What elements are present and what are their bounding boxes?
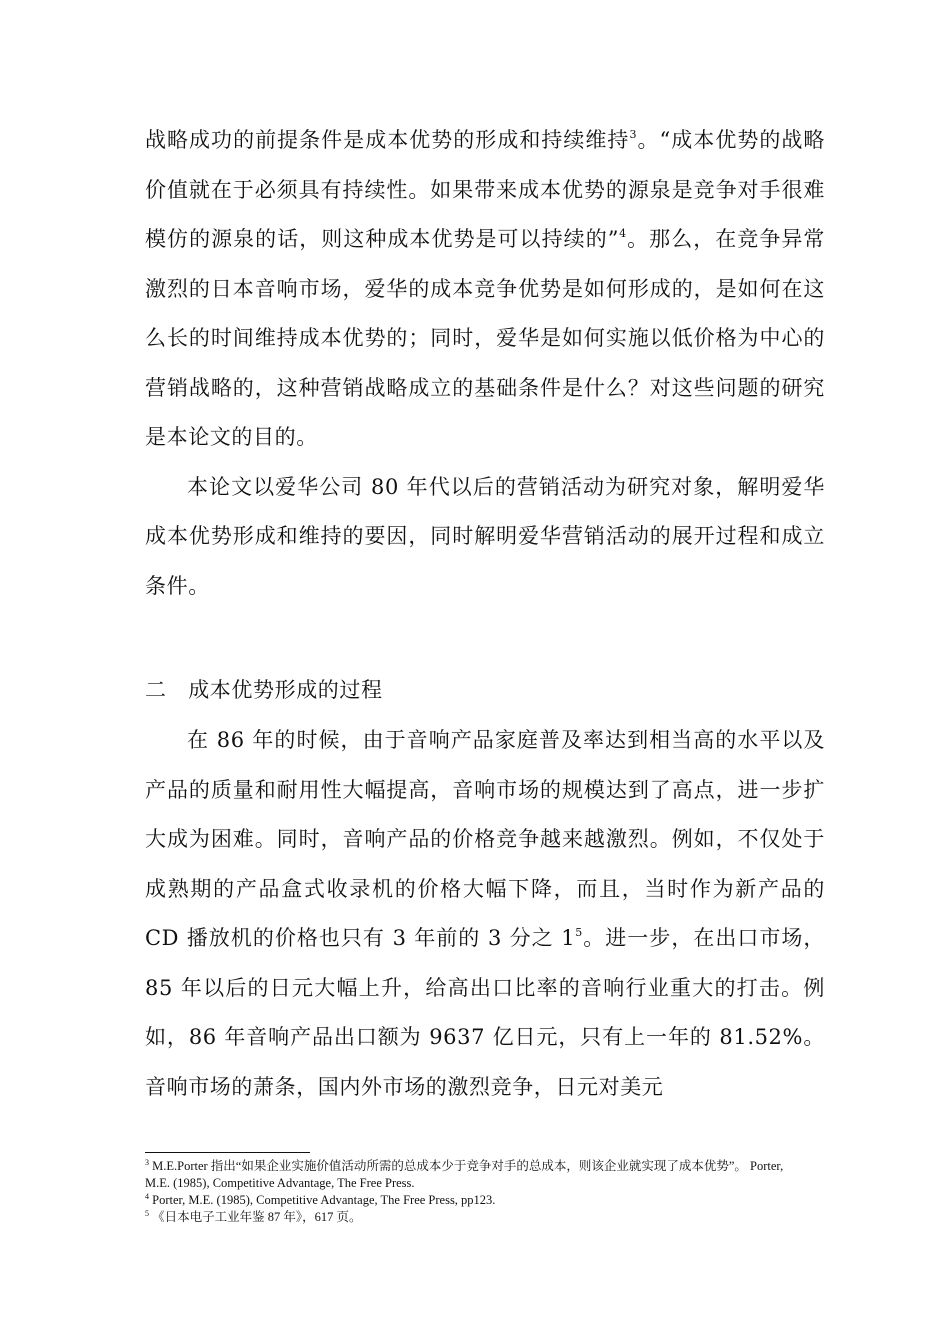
footnote-mark: 3 <box>145 1158 149 1167</box>
paragraph-1-text-c: 。那么，在竞争异常激烈的日本音响市场，爱华的成本竞争优势是如何形成的，是如何在这么长的时间维持成本优势的；同时，爱华是如何实施以低价格为中心的营销战略的，这种营销战略成立的基础条件是什么？对这些问题的研究是本论文的目的。 <box>145 227 826 449</box>
footnotes <box>145 1158 805 1226</box>
paragraph-3 <box>145 716 825 1112</box>
footnote-5 <box>145 1209 805 1226</box>
footnote-ref-4[interactable]: 4 <box>619 227 627 240</box>
footnote-ref-5[interactable]: 5 <box>575 926 583 939</box>
section-heading: 二 成本优势形成的过程 <box>145 678 383 702</box>
paragraph-3-text-a: 在 86 年的时候，由于音响产品家庭普及率达到相当高的水平以及产品的质量和耐用性大幅提高，音响市场的规模达到了高点，进一步扩大成为困难。同时，音响产品的价格竞争越来越激烈。例如，不仅处于成熟期的产品盒式收录机的价格大幅下降，而且，当时作为新产品的 CD 播放机的价格也只有 3 年前的 3 分之 1 <box>145 728 825 950</box>
paragraph-1-text-b: 。“成本优势的战略价值就在于必须具有持续性。如果带来成本优势的源泉是竞争对手很难模仿的源泉的话，则这种成本优势是可以持续的” <box>145 128 826 251</box>
footnote-text: 《日本电子工业年鉴 87 年》，617 页。 <box>152 1210 362 1224</box>
footnote-4 <box>145 1192 805 1209</box>
footnote-text: M.E.Porter 指出“如果企业实施价值活动所需的总成本少于竞争对手的总成本，则该企业就实现了成本优势”。 Porter, M.E. (1985), Competitive Advantage, The Free Press. <box>145 1159 784 1190</box>
paragraph-1-text-a: 战略成功的前提条件是成本优势的形成和持续维持 <box>145 128 630 152</box>
footnote-mark: 4 <box>145 1192 149 1201</box>
footnote-ref-3[interactable]: 3 <box>629 128 638 141</box>
footnote-text: Porter, M.E. (1985), Competitive Advantage, The Free Press, pp123. <box>152 1193 496 1207</box>
body-text-upper <box>145 116 825 611</box>
footnote-mark: 5 <box>145 1209 149 1218</box>
paragraph-2: 本论文以爱华公司 80 年代以后的营销活动为研究对象，解明爱华成本优势形成和维持的要因，同时解明爱华营销活动的展开过程和成立条件。 <box>145 474 825 598</box>
footnote-3 <box>145 1158 805 1192</box>
body-text-lower <box>145 716 825 1112</box>
paragraph-3-text-b: 。进一步，在出口市场，85 年以后的日元大幅上升，给高出口比率的音响行业重大的打击。例如，86 年音响产品出口额为 9637 亿日元，只有上一年的 81.52%。音响市场的萧条，国内外市场的激烈竞争，日元对美元 <box>145 926 825 1099</box>
footnote-separator <box>145 1152 310 1153</box>
paragraph-1 <box>145 116 825 463</box>
